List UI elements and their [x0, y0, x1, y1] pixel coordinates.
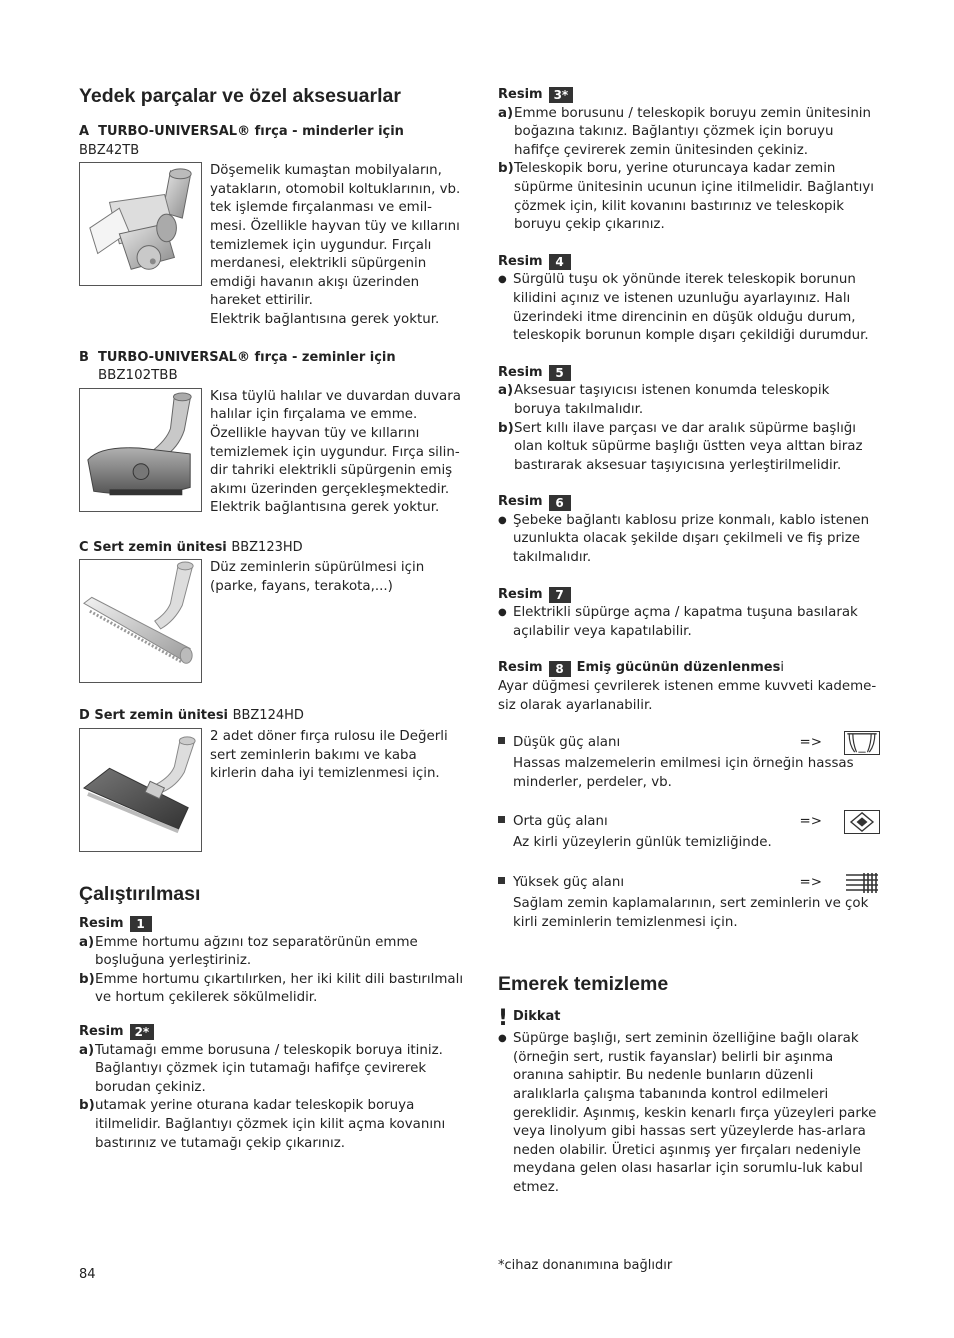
resim-3-heading: Resim 3*: [498, 86, 880, 105]
step-3a-text: Emme borusunu / teleskopik boruyu zemin ünitesinin boğazına takınız. Bağlantıyı çözmek için boruyu hafifçe çevirerek zemin ünitesinden çekiniz.: [514, 105, 872, 158]
step-2a-text: Tutamağı emme borusuna / teleskopik boruya itiniz. Bağlantıyı çözmek için tutamağı hafifçe çevirerek borudan çekiniz.: [95, 1042, 443, 1095]
step-1a-text: Emme hortumu ağzını toz separatörünün emme boşluğuna yerleştiriniz.: [95, 934, 418, 969]
accessory-letter: D: [79, 708, 90, 724]
figure-number-badge: 5: [549, 365, 571, 381]
accessory-code: BBZ124HD: [232, 708, 304, 724]
bullet-icon: ●: [498, 1033, 507, 1045]
accessory-c-heading: [79, 539, 464, 558]
operation-title: Çalıştırılması: [79, 883, 201, 906]
accessory-c: [79, 539, 464, 684]
accessory-d: [79, 707, 464, 852]
accessory-a: [79, 123, 464, 330]
step-4: [498, 253, 880, 346]
arrow-icon: =>: [799, 814, 822, 830]
right-column: [498, 86, 880, 1198]
accessory-name: TURBO-UNIVERSAL® fırça - zeminler için: [97, 349, 396, 365]
warning-title: Dikkat: [513, 1009, 561, 1025]
accessory-c-description: Düz zeminlerin süpürülmesi için (parke, fayans, terakota,...): [210, 560, 425, 595]
accessory-code: BBZ123HD: [231, 539, 303, 555]
curtain-icon: [844, 731, 880, 755]
bullet-icon: ●: [498, 607, 507, 619]
power-level-high: [498, 871, 880, 932]
accessory-b-heading: [79, 349, 464, 368]
step-3b-text: Teleskopik boru, yerine oturuncaya kadar zemin süpürme ünitesinin ucunun içine itilmelidir. Bağlantıyı çözmek için, kilit kovanını bastırınız ve teleskopik boruyu çekip çıkarınız.: [514, 161, 874, 233]
hard-floor-nozzle-image: [79, 559, 202, 683]
step-6-text: Şebeke bağlantı kablosu prize konmalı, kablo istenen uzunlukta olacak şekilde dışarı çekilmeli ve fiş prize takılmalıdır.: [513, 512, 870, 566]
step-4-text: Sürgülü tuşu ok yönünde iterek teleskopik borunun kilidini açınız ve istenen uzunluğu ayarlayınız. Halı üzerindeki itme direncinin en düşük olduğu durum, teleskopik borunun komple dışarı çekildiği durumdur.: [513, 272, 869, 344]
power-level-medium: [498, 810, 880, 853]
bullet-icon: ●: [498, 274, 507, 286]
step-1b-text: Emme hortumu çıkartılırken, her iki kilit dili bastırılmalı ve hortum çekilerek sökülmelidir.: [95, 971, 464, 1006]
accessory-b: [79, 349, 464, 518]
figure-number-badge: 2*: [130, 1024, 155, 1040]
power-level-label: Yüksek güç alanı: [513, 874, 625, 890]
step-5b-text: Sert kıllı ilave parçası ve dar aralık süpürme başlığı olan koltuk süpürme başlığı üstten veya alttan biraz bastırarak aksesuar taşıyıcısına yerleştirilmelidir.: [514, 420, 863, 473]
accessory-letter: A: [79, 124, 90, 139]
step-8-intro: Ayar düğmesi çevrilerek istenen emme kuvveti kademe-siz olarak ayarlanabilir.: [498, 679, 877, 713]
bullet-icon: ●: [498, 514, 507, 526]
warning-icon: !: [498, 1006, 509, 1032]
warning-block: [498, 1008, 880, 1030]
warning-text: Süpürge başlığı, sert zeminin özelliğine bağlı olarak (örneğin sert, rustik fayanslar) belirli bir aşınma oranına sahiptir. Bu nedenle bunların düzenli aralıklarla çalışma tabanında kontrol edilmeleri gereklidir. Aşınmış, keskin kenarlı fırça yüzeyleri parke veya linolyum gibi hassas sert yüzeylerde has-arlara neden olabilir. Üretici aşınmış yer fırçaları nedeniyle meydana gelen olası hasarlar için sorumlu-luk kabul etmez.: [513, 1031, 877, 1195]
accessory-a-heading: [79, 123, 464, 160]
warning-text-block: [498, 1030, 880, 1197]
step-2: Resim 2* a) Tutamağı emme borusuna / teleskopik boruya itiniz. Bağlantıyı çözmek için tutamağı hafifçe çevirerek borudan çekiniz. b) utamak yerine oturana kadar teleskopik boruya itilmelidir. Bağlantıyı çözmek için kilit açma kovanını bastırınız ve tutamağı çekip çıkarınız.: [79, 1023, 464, 1153]
accessories-title: Yedek parçalar ve özel aksesuarlar: [79, 85, 401, 107]
figure-number-badge: 1: [130, 916, 152, 932]
step-5a-text: Aksesuar taşıyıcısı istenen konumda teleskopik boruya takılmalıdır.: [514, 383, 830, 417]
resim-4-heading: Resim 4: [498, 253, 880, 272]
rug-icon: [844, 810, 880, 834]
page-number: 84: [79, 1267, 96, 1282]
accessory-name: Sert zemin ünitesi: [93, 539, 227, 555]
power-level-low: [498, 731, 880, 792]
footnote: *cihaz donanımına bağlıdır: [498, 1258, 673, 1273]
resim-6-heading: Resim 6: [498, 493, 880, 512]
accessory-letter: B: [79, 349, 89, 365]
arrow-icon: =>: [799, 734, 822, 750]
resim-7-heading: Resim 7: [498, 586, 880, 605]
arrow-icon: =>: [799, 874, 822, 890]
accessory-a-description: Döşemelik kumaştan mobilyaların, yatakların, otomobil koltuklarının, vb. tek işlemde fırçalanması ve emil-mesi. Özellikle hayvan tüy ve kıllarını temizlemek için uygundur. Fırçalı merdanesi, elektrikli süpürgenin emdiği havanın akışı üzerinden hareket ettirilir. Elektrik bağlantısına gerek yoktur.: [210, 163, 461, 327]
power-level-label: Orta güç alanı: [513, 814, 608, 830]
accessory-code: BBZ102TBB: [98, 368, 178, 384]
accessory-b-description: Kısa tüylü halılar ve duvardan duvara halılar için fırçalama ve emme. Özellikle hayvan tüy ve kıllarını temizlemek için uygundur. Fırça silin-dir tahriki elektrikli süpürgenin emiş akımı üzerinden gerçekleşmektedir. Elektrik bağlantısına gerek yoktur.: [210, 388, 461, 516]
figure-number-badge: 3*: [549, 87, 574, 103]
power-level-label: Düşük güç alanı: [513, 734, 621, 750]
turbo-brush-floor-image: [79, 388, 202, 512]
resim-1-heading: Resim 1: [79, 915, 464, 934]
accessory-d-heading: [79, 707, 464, 726]
figure-number-badge: 6: [549, 495, 571, 511]
power-level-description: Sağlam zemin kaplamalarının, sert zeminlerin ve çok kirli zeminlerin temizlenmesi için.: [513, 896, 869, 930]
step-7: [498, 586, 880, 642]
hard-floor-roller-nozzle-image: [79, 728, 202, 852]
resim-2-heading: Resim 2*: [79, 1023, 464, 1042]
step-5: Resim 5 a) Aksesuar taşıyıcısı istenen konumda teleskopik boruya takılmalıdır. b) Sert kıllı ilave parçası ve dar aralık süpürme başlığı olan koltuk süpürme başlığı üstten veya alttan biraz bastırarak aksesuar taşıyıcısına yerleştirilmelidir.: [498, 364, 880, 476]
figure-number-badge: 8: [549, 661, 571, 677]
accessory-name: Sert zemin ünitesi: [94, 708, 229, 724]
accessory-code: BBZ42TB: [79, 142, 140, 158]
step-3: Resim 3* a) Emme borusunu / teleskopik boruyu zemin ünitesinin boğazına takınız. Bağlantıyı çözmek için boruyu hafifçe çevirerek zemin ünitesinden çekiniz. b) Teleskopik boru, yerine oturuncaya kadar zemin süpürme ünitesinin ucunun içine itilmelidir. Bağlantıyı çözmek için, kilit kovanını bastırınız ve teleskopik boruyu çekip çıkarınız.: [498, 86, 880, 235]
power-level-description: Hassas malzemelerin emilmesi için örneğin hassas minderler, perdeler, vb.: [513, 756, 854, 790]
step-1: Resim 1 a) Emme hortumu ağzını toz separatörünün emme boşluğuna yerleştiriniz. b) Emme hortumu çıkartılırken, her iki kilit dili bastırılmalı ve hortum çekilerek sökülmelidir.: [79, 915, 464, 1008]
power-level-description: Az kirli yüzeylerin günlük temizliğinde.: [513, 835, 772, 851]
accessory-name: TURBO-UNIVERSAL® fırça - minderler için: [98, 124, 404, 139]
left-column: [79, 84, 464, 1153]
resim-5-heading: Resim 5: [498, 364, 880, 383]
suction-heading: Emiş gücünün düzenlenmes: [576, 660, 781, 676]
figure-number-badge: 7: [549, 587, 571, 603]
step-7-text: Elektrikli süpürge açma / kapatma tuşuna basılarak açılabilir veya kapatılabilir.: [513, 605, 858, 639]
suction-cleaning-title: Emerek temizleme: [498, 973, 669, 996]
accessory-d-description: 2 adet döner fırça rulosu ile Değerli sert zeminlerin bakımı ve kaba kirlerin daha iyi temizlenmesi için.: [210, 729, 448, 782]
step-6: [498, 493, 880, 567]
accessory-letter: C: [79, 539, 89, 555]
step-2b-text: utamak yerine oturana kadar teleskopik boruya itilmelidir. Bağlantıyı çözmek için kilit açma kovanını bastırınız ve tutamağı çekip çıkarınız.: [95, 1098, 446, 1151]
step-8: [498, 659, 880, 715]
figure-number-badge: 4: [549, 254, 571, 270]
carpet-icon: [844, 871, 880, 895]
turbo-brush-upholstery-image: [79, 162, 202, 286]
resim-8-heading: Resim 8 Emiş gücünün düzenlenmesi: [498, 660, 784, 676]
